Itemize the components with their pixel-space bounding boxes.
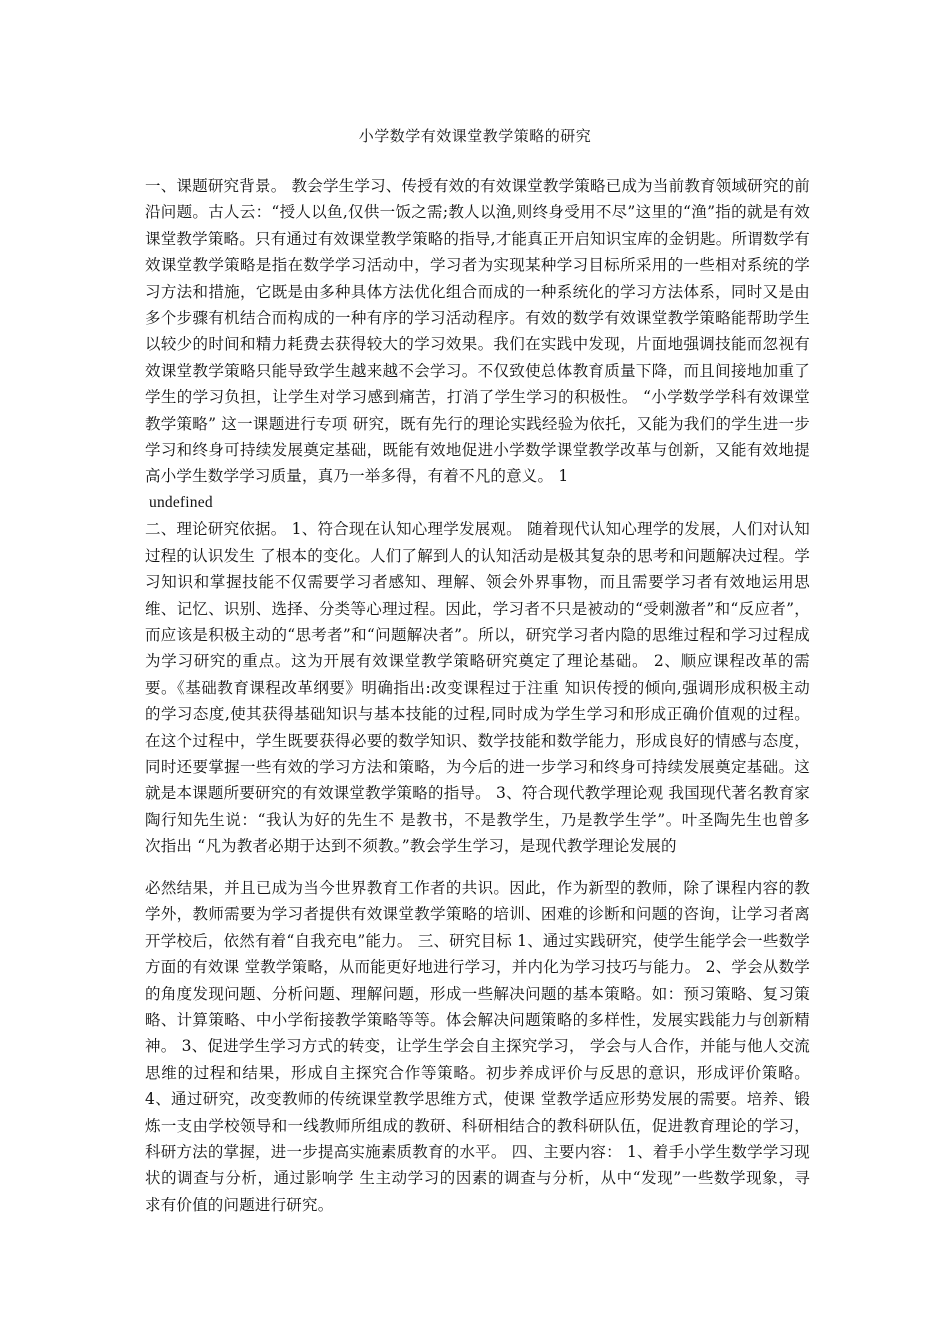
paragraph-background: 一、课题研究背景。 教会学生学习、传授有效的有效课堂教学策略已成为当前教育领域研究的前沿问题。古人云：“授人以鱼,仅供一饭之需;教人以渔,则终身受用不尽”这里的“渔”指的就是有效课堂教学策略。只有通过有效课堂教学策略的指导,才能真正开启知识宝库的金钥匙。所谓数学有效课堂教学策略是指在数学学习活动中，学习者为实现某种学习目标所采用的一些相对系统的学习方法和措施，它既是由多种具体方法优化组合而成的一种系统化的学习方法体系，同时又是由多个步骤有机结合而构成的一种有序的学习活动程序。有效的数学有效课堂教学策略能帮助学生以较少的时间和精力耗费去获得较大的学习效果。我们在实践中发现，片面地强调技能而忽视有效课堂教学策略只能导致学生越来越不会学习。不仅致使总体教育质量下降，而且间接地加重了学生的学习负担，让学生对学习感到痛苦，打消了学生学习的积极性。 “小学数学学科有效课堂教学策略” 这一课题进行专项 研究，既有先行的理论实践经验为依托，又能为我们的学生进一步学习和终身可持续发展奠定基础，既能有效地促进小学数学课堂教学改革与创新，又能有效地提高小学生数学学习质量，真乃一举多得，有着不凡的意义。 1 [145,177,810,486]
document-body-bottom [145,875,810,1218]
paragraph-goals-content: 必然结果，并且已成为当今世界教育工作者的共识。因此，作为新型的教师，除了课程内容的教学外，教师需要为学习者提供有效课堂教学策略的培训、困难的诊断和问题的咨询，让学习者离开学校后，依然有着“自我充电”能力。 三、研究目标 1、通过实践研究，使学生能学会一些数学方面的有效课 堂教学策略，从而能更好地进行学习，并内化为学习技巧与能力。 2、学会从数学的角度发现问题、分析问题、理解问题，形成一些解决问题的基本策略。如：预习策略、复习策略、计算策略、中小学衔接教学策略等等。体会解决问题策略的多样性，发展实践能力与创新精神。 3、促进学生学习方式的转变，让学生学会自主探究学习， 学会与人合作，并能与他人交流思维的过程和结果，形成自主探究合作等策略。初步养成评价与反思的意识，形成评价策略。 4、通过研究，改变教师的传统课堂教学思维方式，使课 堂教学适应形势发展的需要。培养、锻炼一支由学校领导和一线教师所组成的教研、科研相结合的教科研队伍，促进教育理论的学习，科研方法的掌握，进一步提高实施素质教育的水平。 四、主要内容： 1、着手小学生数学学习现状的调查与分析，通过影响学 生主动学习的因素的调查与分析，从中“发现”一些数学现象，寻求有价值的问题进行研究。 [145,879,810,1214]
paragraph-theory: 二、理论研究依据。 1、符合现在认知心理学发展观。 随着现代认知心理学的发展，人们对认知过程的认识发生 了根本的变化。人们了解到人的认知活动是极其复杂的思考和问题解决过程。学习知识和掌握技能不仅需要学习者感知、理解、领会外界事物，而且需要学习者有效地运用思维、记忆、识别、选择、分类等心理过程。因此，学习者不只是被动的“受刺激者”和“反应者”，而应该是积极主动的“思考者”和“问题解决者”。所以，研究学习者内隐的思维过程和学习过程成为学习研究的重点。这为开展有效课堂教学策略研究奠定了理论基础。 2、顺应课程改革的需要。《基础教育课程改革纲要》明确指出:改变课程过于注重 知识传授的倾向,强调形成积极主动的学习态度,使其获得基础知识与基本技能的过程,同时成为学生学习和形成正确价值观的过程。在这个过程中，学生既要获得必要的数学知识、数学技能和数学能力，形成良好的情感与态度，同时还要掌握一些有效的学习方法和策略，为今后的进一步学习和终身可持续发展奠定基础。这就是本课题所要研究的有效课堂教学策略的指导。 3、符合现代教学理论观 我国现代著名教育家陶行知先生说：“我认为好的先生不 是教书，不是教学生，乃是教学生学”。叶圣陶先生也曾多次指出 “凡为教者必期于达到不须教。”教会学生学习，是现代教学理论发展的 [145,520,810,856]
document-body-top [145,173,810,860]
document-title: 小学数学有效课堂教学策略的研究 [358,127,592,145]
paragraph-undefined: undefined [149,493,213,511]
